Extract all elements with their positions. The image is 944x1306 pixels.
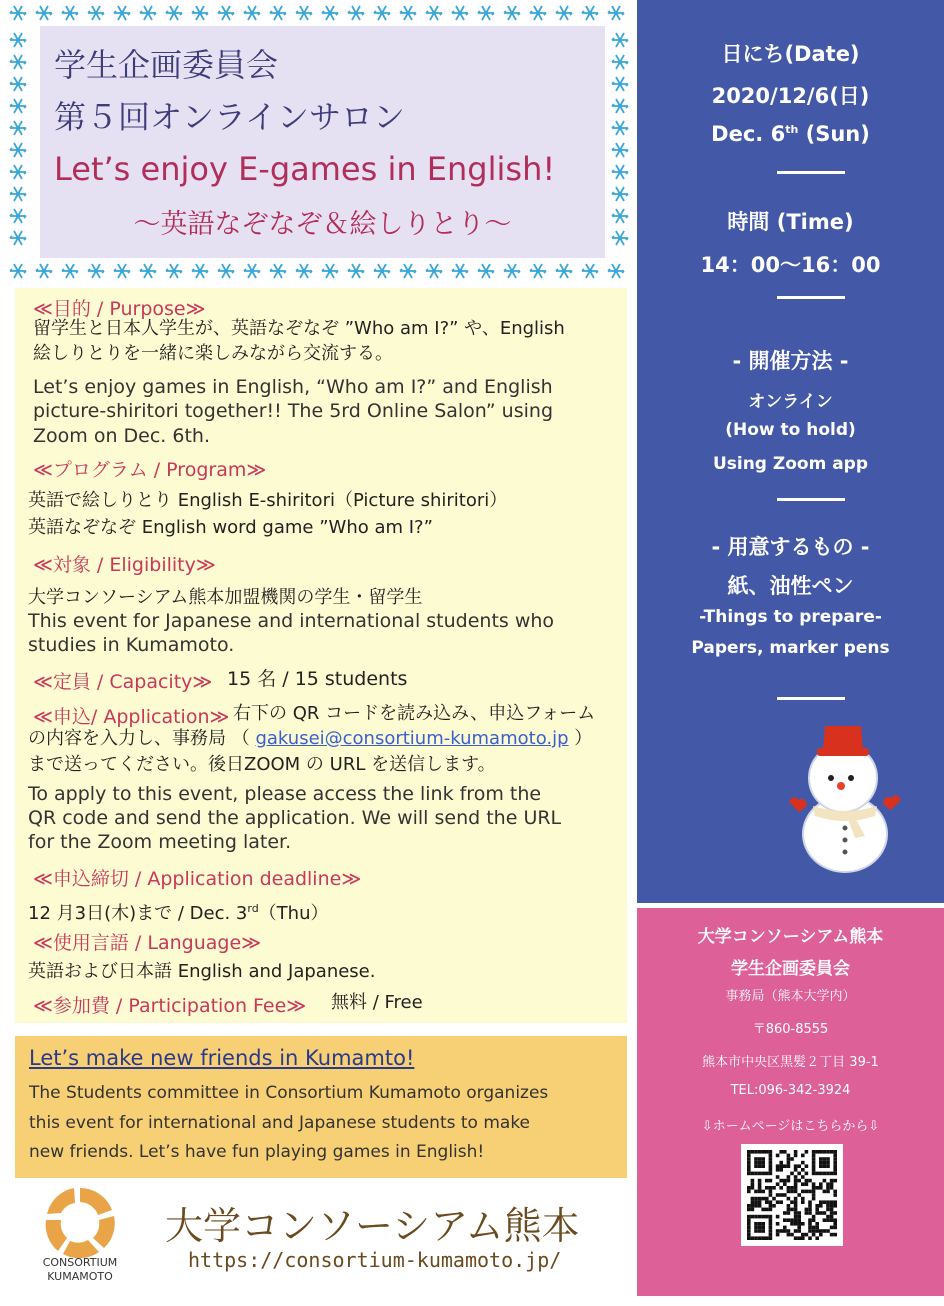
application-en-line2: QR code and send the application. We will send the URL xyxy=(28,807,562,829)
deadline-heading: ≪申込締切 / Application deadline≫ xyxy=(33,868,362,890)
snowflake-icon xyxy=(612,231,628,245)
snowflake-icon xyxy=(478,264,494,278)
snowflake-icon xyxy=(612,187,628,201)
prepare-en: Papers, marker pens xyxy=(691,638,890,658)
capacity-value: 15 名 / 15 students xyxy=(227,668,408,690)
snowflake-icon xyxy=(140,6,156,20)
title-box xyxy=(40,26,605,258)
snowflake-icon xyxy=(374,6,390,20)
info-panel xyxy=(15,288,627,1023)
application-en-line3: for the Zoom meeting later. xyxy=(28,831,292,853)
fee-value: 無料 / Free xyxy=(331,992,423,1013)
application-jp-line1: 右下の QR コードを読み込み、申込フォーム xyxy=(233,703,596,724)
snowflake-icon xyxy=(612,121,628,135)
method-heading: - 開催方法 - xyxy=(732,349,849,373)
deadline-suffix: rd xyxy=(247,902,259,915)
snowflake-icon xyxy=(140,264,156,278)
logo-text-line1: CONSORTIUM xyxy=(42,1256,118,1269)
snowflake-icon xyxy=(114,264,130,278)
contact-tel: TEL:096-342-3924 xyxy=(730,1083,851,1098)
date-en-day: Dec. 6 xyxy=(711,122,786,146)
friends-heading: Let’s make new friends in Kumamto! xyxy=(29,1046,415,1070)
friends-line-2: this event for international and Japanese students to make xyxy=(29,1113,531,1133)
snowflake-icon xyxy=(62,6,78,20)
program-item-2: 英語なぞなぞ English word game ”Who am I?” xyxy=(28,517,433,538)
snowflake-icon xyxy=(10,231,26,245)
snowflake-icon xyxy=(192,264,208,278)
method-en-label: (How to hold) xyxy=(725,420,856,440)
application-jp-line2-prefix: の内容を入力し、事務局 （ xyxy=(28,728,256,749)
contact-homepage-label: ⇩ホームページはこちらから⇩ xyxy=(701,1119,880,1134)
method-jp: オンライン xyxy=(748,392,833,412)
snowflake-icon xyxy=(322,264,338,278)
snowflake-icon xyxy=(582,264,598,278)
snowflake-icon xyxy=(374,264,390,278)
contact-postal: 〒860-8555 xyxy=(752,1022,829,1037)
deadline-weekday: （Thu） xyxy=(258,903,329,924)
application-email-link[interactable]: gakusei@consortium-kumamoto.jp xyxy=(255,728,569,749)
purpose-en-line2: picture-shiritori together!! The 5rd Online Salon” using xyxy=(33,400,554,422)
snowflake-icon xyxy=(612,99,628,113)
prepare-en-label: -Things to prepare- xyxy=(699,607,882,627)
program-heading: ≪プログラム / Program≫ xyxy=(33,459,267,481)
snowflake-icon xyxy=(452,6,468,20)
snowflake-icon xyxy=(10,6,26,20)
snowman-illustration xyxy=(785,716,905,876)
divider-2 xyxy=(777,296,845,299)
snowflake-icon xyxy=(218,264,234,278)
capacity-heading: ≪定員 / Capacity≫ xyxy=(33,671,213,693)
snowflake-icon xyxy=(166,264,182,278)
snowflake-icon xyxy=(10,264,26,278)
snowflake-icon xyxy=(530,264,546,278)
contact-org: 大学コンソーシアム熊本 xyxy=(697,927,884,947)
snowflake-icon xyxy=(582,6,598,20)
snowflake-icon xyxy=(426,264,442,278)
snowflake-icon xyxy=(348,264,364,278)
snowflake-icon xyxy=(426,6,442,20)
purpose-jp-line1: 留学生と日本人学生が、英語なぞなぞ ”Who am I?” や、English xyxy=(33,318,565,339)
snowflake-icon xyxy=(608,264,624,278)
purpose-heading: ≪目的 / Purpose≫ xyxy=(33,298,206,320)
snowflake-icon xyxy=(10,99,26,113)
friends-line-3: new friends. Let’s have fun playing games in English! xyxy=(29,1142,485,1162)
snowflake-icon xyxy=(36,264,52,278)
date-en-suffix: th xyxy=(785,123,799,136)
schedule-panel xyxy=(637,0,944,903)
snowflake-icon xyxy=(612,143,628,157)
eligibility-jp: 大学コンソーシアム熊本加盟機関の学生・留学生 xyxy=(28,587,423,608)
application-jp-line2-suffix: ） xyxy=(568,728,593,749)
snowflake-icon xyxy=(10,187,26,201)
eligibility-en-line2: studies in Kumamoto. xyxy=(28,634,235,656)
prepare-jp: 紙、油性ペン xyxy=(727,574,854,598)
snowflake-icon xyxy=(244,264,260,278)
snowflake-icon xyxy=(62,264,78,278)
eligibility-heading: ≪対象 / Eligibility≫ xyxy=(33,554,216,576)
snowflake-icon xyxy=(608,6,624,20)
snowflake-icon xyxy=(10,77,26,91)
consortium-logo xyxy=(30,1182,130,1262)
snowflake-icon xyxy=(88,6,104,20)
snowflake-icon xyxy=(270,6,286,20)
title-subtitle: ～英語なぞなぞ＆絵しりとり～ xyxy=(133,209,512,240)
contact-panel xyxy=(637,908,944,1296)
contact-address: 熊本市中央区黒髪２丁目 39-1 xyxy=(702,1055,879,1070)
friends-line-1: The Students committee in Consortium Kumamoto organizes xyxy=(29,1083,549,1103)
snowflake-icon xyxy=(10,121,26,135)
snowflake-icon xyxy=(504,6,520,20)
date-en xyxy=(637,122,944,146)
snowflake-icon xyxy=(10,209,26,223)
snowflake-icon xyxy=(114,6,130,20)
snowflake-icon xyxy=(612,33,628,47)
title-salon: 第５回オンラインサロン xyxy=(54,98,406,136)
snowflake-icon xyxy=(10,55,26,69)
snowflake-icon xyxy=(400,6,416,20)
title-committee: 学生企画委員会 xyxy=(54,46,279,84)
snowflake-icon xyxy=(270,264,286,278)
snowflake-icon xyxy=(192,6,208,20)
deadline-value xyxy=(28,896,328,926)
divider-1 xyxy=(777,171,845,174)
method-en: Using Zoom app xyxy=(712,454,869,474)
contact-office: 事務局（熊本大学内） xyxy=(725,989,856,1004)
snowflake-icon xyxy=(218,6,234,20)
language-value: 英語および日本語 English and Japanese. xyxy=(28,961,376,982)
snowflake-icon xyxy=(296,264,312,278)
logo-text-line2: KUMAMOTO xyxy=(47,1270,113,1283)
qr-code[interactable] xyxy=(741,1144,843,1246)
eligibility-en-line1: This event for Japanese and international students who xyxy=(28,610,555,632)
snowflake-icon xyxy=(556,264,572,278)
date-jp: 2020/12/6(日) xyxy=(711,84,870,108)
application-jp-line3: まで送ってください。後日ZOOM の URL を送信します。 xyxy=(28,754,496,775)
snowflake-icon xyxy=(400,264,416,278)
snowflake-icon xyxy=(612,165,628,179)
purpose-jp-line2: 絵しりとりを一緒に楽しみながら交流する。 xyxy=(33,343,393,364)
divider-3 xyxy=(777,498,845,501)
logo-text xyxy=(28,1256,132,1284)
application-jp-line2 xyxy=(28,726,592,751)
snowflake-icon xyxy=(452,264,468,278)
snowflake-icon xyxy=(612,209,628,223)
snowflake-icon xyxy=(244,6,260,20)
friends-panel xyxy=(15,1036,627,1178)
application-en-line1: To apply to this event, please access the link from the xyxy=(28,783,542,805)
purpose-en-line3: Zoom on Dec. 6th. xyxy=(33,425,210,447)
snowflake-icon xyxy=(612,55,628,69)
snowflake-icon xyxy=(530,6,546,20)
snowflake-icon xyxy=(10,143,26,157)
footer-url-link[interactable]: https://consortium-kumamoto.jp/ xyxy=(188,1248,562,1272)
snowflake-icon xyxy=(10,33,26,47)
time-label: 時間 (Time) xyxy=(727,210,854,234)
snowflake-icon xyxy=(348,6,364,20)
snowflake-icon xyxy=(556,6,572,20)
snowflake-icon xyxy=(478,6,494,20)
application-heading: ≪申込/ Application≫ xyxy=(33,706,230,728)
program-item-1: 英語で絵しりとり English E-shiritori（Picture shiritori） xyxy=(28,490,508,511)
date-en-weekday: (Sun) xyxy=(798,122,870,146)
date-label: 日にち(Date) xyxy=(721,42,860,66)
divider-4 xyxy=(777,697,845,700)
deadline-date: 12 月3日(木)まで / Dec. 3 xyxy=(28,903,248,924)
snowflake-icon xyxy=(322,6,338,20)
prepare-heading: - 用意するもの - xyxy=(711,535,870,559)
snowflake-icon xyxy=(612,77,628,91)
snowflake-icon xyxy=(88,264,104,278)
snowflake-icon xyxy=(166,6,182,20)
footer-org-name: 大学コンソーシアム熊本 xyxy=(165,1204,580,1248)
snowflake-icon xyxy=(36,6,52,20)
snowflake-icon xyxy=(504,264,520,278)
language-heading: ≪使用言語 / Language≫ xyxy=(33,932,262,954)
time-value: 14：00～16：00 xyxy=(700,253,881,277)
snowflake-icon xyxy=(296,6,312,20)
title-english: Let’s enjoy E-games in English! xyxy=(54,150,556,188)
fee-heading: ≪参加費 / Participation Fee≫ xyxy=(33,995,307,1017)
purpose-en-line1: Let’s enjoy games in English, “Who am I?” and English xyxy=(33,376,553,398)
contact-committee: 学生企画委員会 xyxy=(731,959,850,979)
snowflake-icon xyxy=(10,165,26,179)
